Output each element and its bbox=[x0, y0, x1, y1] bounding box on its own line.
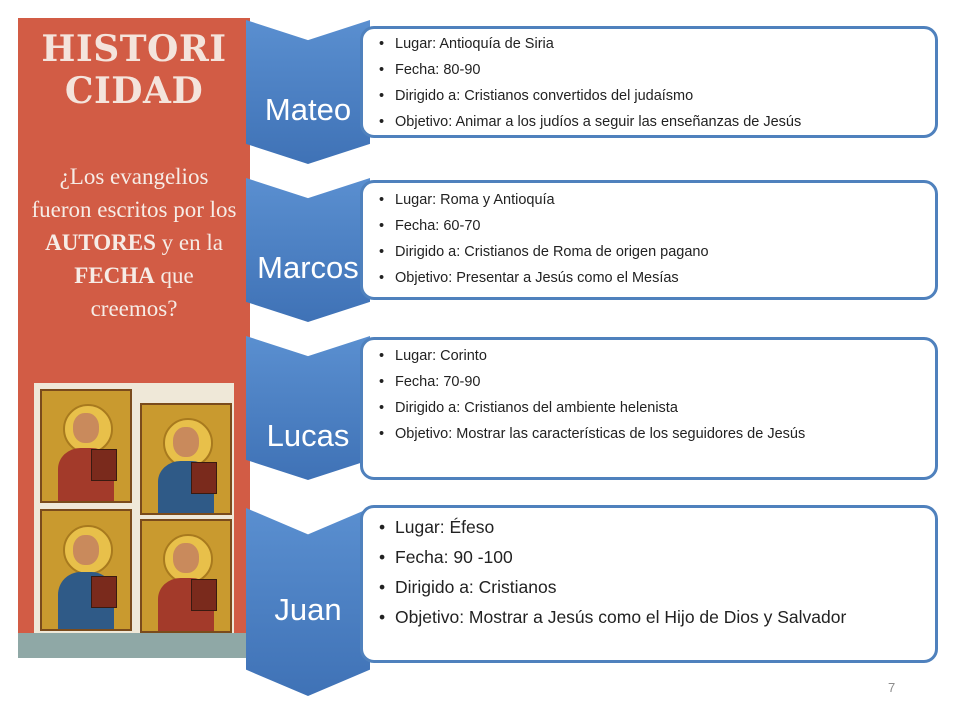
gospel-box-lucas bbox=[360, 337, 938, 480]
list-item: • Fecha: 90 -100 bbox=[377, 546, 923, 568]
poster-bottom-strip bbox=[18, 633, 250, 658]
list-item: • Fecha: 60-70 bbox=[377, 217, 923, 236]
page-number: 7 bbox=[888, 680, 896, 695]
gospel-box-marcos bbox=[360, 180, 938, 300]
historicidad-poster bbox=[18, 18, 250, 658]
list-item: • Objetivo: Animar a los judíos a seguir las enseñanzas de Jesús bbox=[377, 113, 923, 132]
gospel-label-marcos: Marcos bbox=[257, 250, 359, 285]
gospel-label-juan: Juan bbox=[274, 592, 342, 627]
list-item: • Lugar: Corinto bbox=[377, 347, 923, 366]
list-item: • Dirigido a: Cristianos bbox=[377, 576, 923, 598]
list-item: • Lugar: Antioquía de Siria bbox=[377, 35, 923, 54]
evangelist-icon-mark bbox=[140, 403, 232, 515]
list-item: • Dirigido a: Cristianos de Roma de origen pagano bbox=[377, 243, 923, 262]
list-item: • Objetivo: Mostrar las características de los seguidores de Jesús bbox=[377, 425, 923, 444]
question-part1: ¿Los evangelios fueron escritos por los bbox=[31, 164, 237, 222]
list-item: • Lugar: Roma y Antioquía bbox=[377, 191, 923, 210]
chevron-lucas bbox=[246, 336, 370, 480]
list-item: • Objetivo: Mostrar a Jesús como el Hijo de Dios y Salvador bbox=[377, 606, 923, 628]
evangelist-icon-john bbox=[140, 519, 232, 633]
poster-title-line2: CIDAD bbox=[64, 70, 204, 112]
list-item: • Dirigido a: Cristianos del ambiente helenista bbox=[377, 399, 923, 418]
question-autores: AUTORES bbox=[45, 230, 156, 255]
poster-title bbox=[18, 28, 250, 112]
list-item: • Fecha: 70-90 bbox=[377, 373, 923, 392]
gospel-box-mateo bbox=[360, 26, 938, 138]
evangelist-icon-matthew bbox=[40, 389, 132, 503]
list-item: • Lugar: Éfeso bbox=[377, 516, 923, 538]
gospel-label-mateo: Mateo bbox=[264, 92, 352, 127]
poster-title-line1: HISTORI bbox=[41, 28, 227, 70]
poster-question bbox=[28, 160, 240, 325]
evangelists-icons-image bbox=[34, 383, 234, 633]
evangelist-icon-luke bbox=[40, 509, 132, 631]
gospel-label-lucas: Lucas bbox=[266, 418, 350, 453]
list-item: • Dirigido a: Cristianos convertidos del judaísmo bbox=[377, 87, 923, 106]
list-item: • Objetivo: Presentar a Jesús como el Mesías bbox=[377, 269, 923, 288]
list-item: • Fecha: 80-90 bbox=[377, 61, 923, 80]
question-part3: que creemos? bbox=[90, 263, 194, 321]
question-fecha: FECHA bbox=[74, 263, 155, 288]
gospel-box-juan bbox=[360, 505, 938, 663]
question-part2: y en la bbox=[155, 230, 223, 255]
